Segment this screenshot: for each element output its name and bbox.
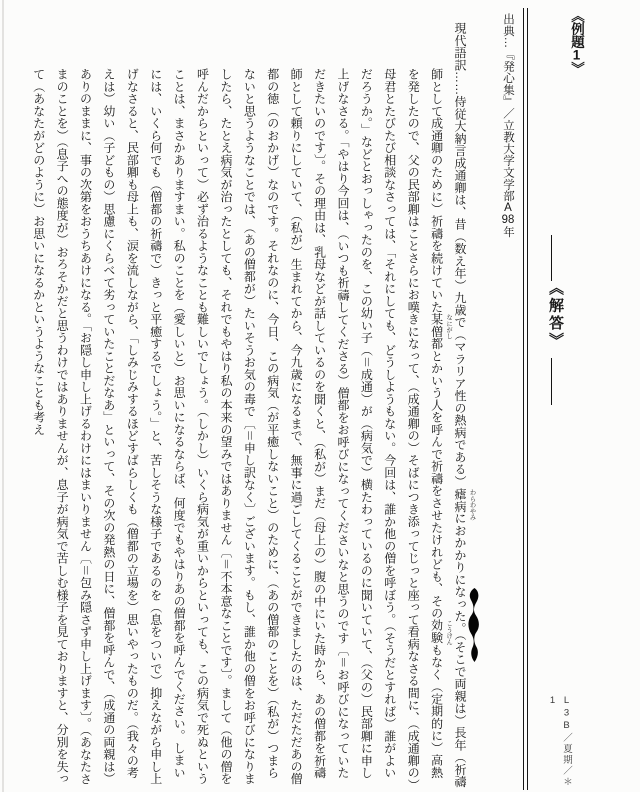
ruby-base: 瘧病 わらわやみ: [453, 487, 476, 520]
source-separator-slash: ／: [502, 107, 514, 120]
vertical-brush-emphasis-mark: [464, 587, 486, 665]
problem-close-bracket: 》: [569, 61, 584, 75]
problem-number: 1: [572, 48, 581, 62]
furigana: なにがし: [445, 314, 453, 340]
source-faculty: 文学部: [502, 166, 514, 202]
problem-label-text: 例題: [569, 22, 584, 48]
answer-label: 《解答》: [547, 280, 564, 350]
furigana: こうけん: [445, 620, 453, 646]
section-double-rule: [523, 8, 528, 790]
scan-edge-shadow: [2, 0, 4, 792]
furigana: わらわやみ: [468, 488, 476, 520]
answer-divider-line-top: [551, 235, 552, 281]
source-year-digits: 98: [501, 214, 515, 226]
ruby-base: 効験 こうけん: [429, 619, 453, 646]
source-faculty-letter: A: [502, 201, 514, 215]
source-line: [499, 13, 517, 237]
problem-open-bracket: 《: [569, 9, 584, 22]
source-prefix: 出典…『発心集』: [502, 13, 514, 108]
footer-course-code: L3B／夏期／＊1: [547, 695, 572, 788]
source-university: 立教大学: [502, 119, 514, 167]
translation-text: 現代語訳……侍従大納言成通卿は、昔（数え年）九歳で（マラリア性の熱病である）瘧病 わらわやみ におかかりになった。（そこで両親は）長年（祈禱師として成通卿のために）祈禱を続けていた某 なにがし 僧都とかいう人を呼んで祈禱をさせたけれども、その効験 こうけん もなく（定期的に）高熱を発したので、父の民部卿はことさらにお嘆きになって、（成通卿の）そばにつき添ってじっと座って看病なさる間に、（成通卿の）母君とたびたび相談なさっては、「それにしても、どうしようもない。今回は、誰か他の僧を呼ぼう。（そうだとすれば）誰がよいだろうか。」などとおっしゃったのを、この幼い子（＝成通）が（病気で）横たわっているのに聞いていて、（父の）民部卿に申し上げなさる。「やはり今回は、（いつも祈禱してくださる）僧都をお呼びになってくださいなと思うのです〔＝お呼びになっていただきたいのです〕。その理由は、乳母などが話しているのを聞くと、（私が）まだ（母上の）腹の中にいた時から、あの僧都を祈禱師として頼りにしていて、（私が）生まれてから、今九歳になるまで、無事に過ごしてくることができましたのは、ただただあの僧都の徳（のおかげ）なのです。それなのに、今日、この病気（が平癒しないこと）のために、（あの僧都のことを）（私が）つまらないと思うようなことでは、（あの僧都が）たいそうお気の毒で〔＝申し訳なく〕ございます。もし、誰か他の僧をお呼びになりましたら、たとえ病気が治ったとしても、それでもやはり私の本来の望みではありません〔＝不本意なことです〕。まして（他の僧を呼んだからといって）必ず治るようなことも難しいでしょう。（しかし）いくら病気が重いからといっても、この病気で死ぬということは、まさかありますまい。私のことを（愛しいと）お思いになるならば、何度でもやはりあの僧都を呼んでください。しまいには、いくら何でも（僧都の祈禱で）きっと平癒するでしょう。」と、苦しそうな様子であるのを（息をついで）抑えながら申し上げなさると、民部卿も母上も、涙を流しながら、「しみじみするほどすばらしくも（僧都の立場を）思いやったものだ。（我々の考えは）幼い（子どもの）思慮にくらべて劣っていたことだなあ」といって、その次の発熱の日に、僧都を呼んで、（成通の両親は）ありのままに、事の次第をおうちあけになる。「お隠し申し上げるわけにはまいりません〔＝包み隠さず申し上げます〕。（あなたさまのことを）（息子への態度が）おろそかだと思うわけではありませんが、息子が病気で苦しむ様子を見ておりますと、分別を失って（あなたがどのように）お思いになるかというようなことも考え: [31, 22, 476, 788]
source-year-suffix: 年: [502, 225, 514, 238]
answer-divider-line-bottom: [551, 358, 552, 405]
problem-label: [565, 9, 587, 75]
ruby-base: 某 なにがし: [429, 313, 453, 340]
